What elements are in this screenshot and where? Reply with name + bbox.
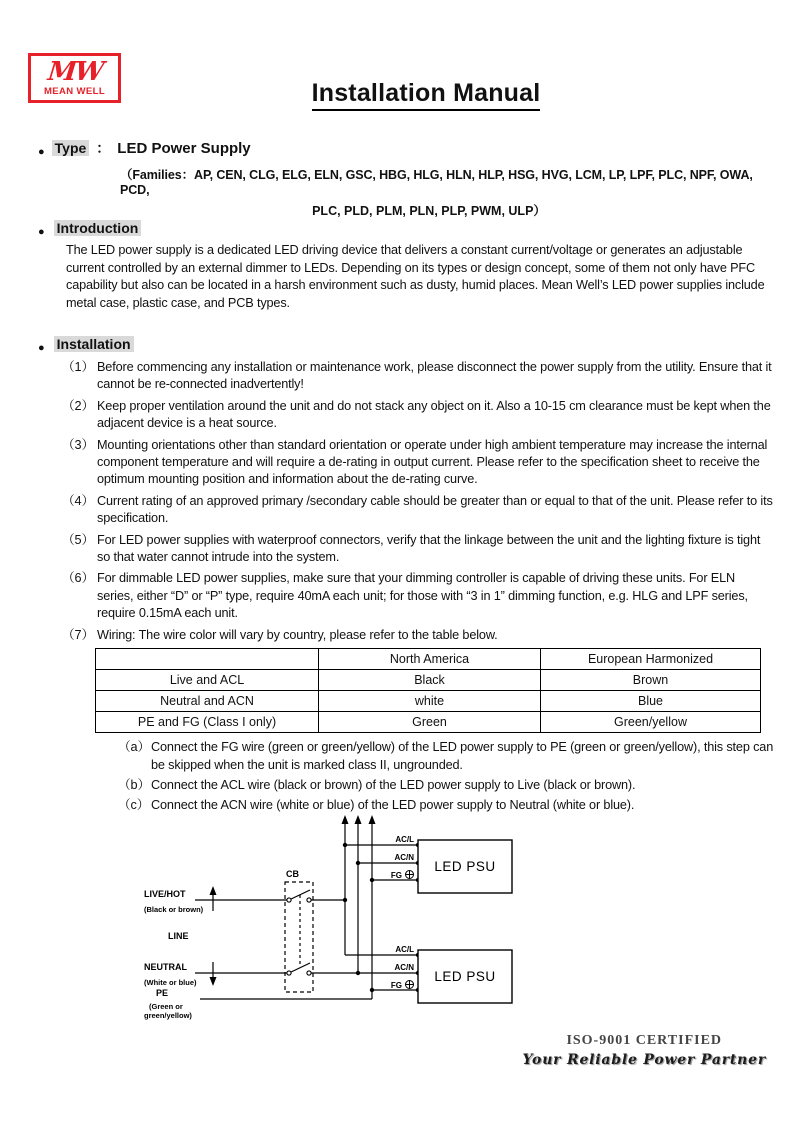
table-header-cell: North America bbox=[319, 649, 541, 670]
item-number: （5） bbox=[62, 532, 94, 547]
meanwell-logo-mw: MW bbox=[45, 57, 104, 88]
wiring-step bbox=[118, 777, 774, 794]
pe-sublabel-2: green/yellow) bbox=[144, 1011, 192, 1020]
item-number: （2） bbox=[62, 398, 94, 413]
footer bbox=[522, 1033, 766, 1068]
table-cell: Black bbox=[319, 670, 541, 691]
slogan-text: Your Reliable Power Partner bbox=[522, 1052, 766, 1068]
introduction-section bbox=[38, 220, 782, 312]
table-row bbox=[96, 691, 761, 712]
installation-item bbox=[62, 437, 774, 489]
table-cell: Green bbox=[319, 712, 541, 733]
step-text: Connect the ACL wire (black or brown) of the LED power supply to Live (black or brown). bbox=[151, 777, 636, 792]
item-text: Keep proper ventilation around the unit and do not stack any object on it. Also a 10-15 cm clearance must be kept when the adjacent device is a heat source. bbox=[97, 398, 771, 431]
item-text: Current rating of an approved primary /secondary cable should be greater than or equal to that of the unit. Please refer to its specification. bbox=[97, 493, 773, 526]
wiring-diagram bbox=[140, 812, 540, 1032]
item-number: （1） bbox=[62, 360, 94, 374]
installation-item bbox=[62, 570, 774, 622]
live-label: LIVE/HOT bbox=[144, 889, 186, 899]
table-cell: PE and FG (Class I only) bbox=[96, 712, 319, 733]
step-letter: （c） bbox=[118, 798, 150, 813]
item-text: Mounting orientations other than standard orientation or operate under high ambient temperature may increase the internal component temperature and will require a de-rating in output current. Please refer to the specification sheet to receive the optimum mounting position and information about the de-rating curve. bbox=[97, 437, 768, 487]
type-section bbox=[38, 138, 774, 219]
item-text: For LED power supplies with waterproof connectors, verify that the linkage between the unit and the lighting fixture is tight so that water cannot intrude into the system. bbox=[97, 532, 761, 565]
terminal-label-fg: FG bbox=[390, 981, 402, 990]
table-cell: Green/yellow bbox=[541, 712, 761, 733]
table-row bbox=[96, 712, 761, 733]
type-value: LED Power Supply bbox=[117, 140, 251, 157]
neutral-label: NEUTRAL bbox=[144, 962, 187, 972]
title-wrap bbox=[101, 79, 751, 111]
item-text: For dimmable LED power supplies, make sure that your dimming controller is capable of driving these units. For ELN series, either “D” or “P” type, require 40mA each unit; for those with “3 in 1” dimming function, e.g. HLG and LPF series, require 0.15mA each unit. bbox=[97, 571, 748, 621]
installation-item bbox=[62, 532, 774, 567]
bullet-icon: ● bbox=[38, 342, 45, 354]
installation-item bbox=[62, 398, 774, 433]
terminal-label-acn: AC/N bbox=[394, 853, 414, 862]
installation-section bbox=[38, 336, 782, 818]
table-cell: Blue bbox=[541, 691, 761, 712]
installation-item bbox=[62, 359, 774, 394]
installation-items bbox=[62, 359, 774, 644]
bullet-icon: ● bbox=[38, 226, 45, 238]
neutral-sublabel: (White or blue) bbox=[144, 978, 197, 987]
introduction-heading: Introduction bbox=[54, 220, 142, 236]
introduction-heading-row bbox=[38, 220, 782, 236]
step-text: Connect the FG wire (green or green/yellow) of the LED power supply to PE (green or green/yellow), this step can be skipped when the unit is marked class II, ungrounded. bbox=[151, 740, 774, 772]
item-number: （7） bbox=[62, 627, 94, 642]
item-text: Wiring: The wire color will vary by country, please refer to the table below. bbox=[97, 627, 498, 642]
item-text: Before commencing any installation or maintenance work, please disconnect the power supply from the utility. Ensure that it cannot be re-connected inadvertently! bbox=[97, 360, 772, 392]
introduction-body: The LED power supply is a dedicated LED driving device that delivers a constant current/voltage or generates an adjustable current controlled by an external dimmer to LEDs. Depending on its types or design concept, some of them not only have PFC capability but also can be located in a harsh environment such as dusty, humid places. Mean Well’s LED power supplies include metal case, plastic case, and PCB types. bbox=[66, 243, 765, 310]
bus-arrow-up-icon bbox=[342, 815, 349, 824]
families-line-1: （Families：AP, CEN, CLG, ELG, ELN, GSC, HBG, HLG, HLN, HLP, HSG, HVG, LCM, LP, LPF, PLC, NPF, OWA, PCD, bbox=[120, 168, 753, 197]
item-number: （3） bbox=[62, 437, 94, 452]
table-cell: Neutral and ACN bbox=[96, 691, 319, 712]
installation-heading: Installation bbox=[54, 336, 134, 352]
wiring-step bbox=[118, 739, 774, 774]
installation-item bbox=[62, 627, 774, 644]
live-arrow-up-icon bbox=[210, 886, 217, 895]
installation-heading-row bbox=[38, 336, 782, 352]
step-letter: （a） bbox=[118, 740, 150, 755]
page-title: Installation Manual bbox=[312, 79, 541, 111]
type-line bbox=[38, 138, 774, 158]
ground-symbol bbox=[406, 981, 414, 989]
terminal-label-acn: AC/N bbox=[394, 963, 414, 972]
table-header-cell: European Harmonized bbox=[541, 649, 761, 670]
bus-arrow-up-icon bbox=[355, 815, 362, 824]
live-sublabel: (Black or brown) bbox=[144, 905, 204, 914]
iso-certified-text: ISO-9001 CERTIFIED bbox=[566, 1033, 723, 1048]
table-cell: Live and ACL bbox=[96, 670, 319, 691]
terminal-label-acl: AC/L bbox=[395, 945, 414, 954]
item-number: （6） bbox=[62, 571, 94, 586]
table-cell: white bbox=[319, 691, 541, 712]
item-number: （4） bbox=[62, 493, 94, 508]
table-cell: Brown bbox=[541, 670, 761, 691]
wiring-diagram-svg bbox=[140, 812, 540, 1032]
ground-symbol bbox=[406, 871, 414, 879]
pe-sublabel-1: (Green or bbox=[149, 1002, 183, 1011]
table-row bbox=[96, 670, 761, 691]
wiring-steps bbox=[118, 739, 774, 815]
installation-item bbox=[62, 493, 774, 528]
type-colon: ： bbox=[96, 140, 111, 156]
breaker-contacts bbox=[287, 898, 311, 975]
families-line-2: PLC, PLD, PLM, PLN, PLP, PWM, ULP） bbox=[312, 204, 546, 218]
bus-arrow-up-icon bbox=[369, 815, 376, 824]
led-psu-label-1: LED PSU bbox=[434, 859, 496, 874]
table-header-row bbox=[96, 649, 761, 670]
table-header-cell bbox=[96, 649, 319, 670]
terminal-label-acl: AC/L bbox=[395, 835, 414, 844]
led-psu-label-2: LED PSU bbox=[434, 969, 496, 984]
bullet-icon: ● bbox=[38, 146, 45, 158]
pe-label: PE bbox=[156, 988, 169, 998]
cb-label: CB bbox=[286, 869, 299, 879]
meanwell-logo-name: MEAN WELL bbox=[43, 86, 106, 98]
wire-color-table bbox=[95, 648, 761, 733]
step-letter: （b） bbox=[118, 777, 150, 792]
step-text: Connect the ACN wire (white or blue) of the LED power supply to Neutral (white or blue). bbox=[151, 798, 635, 813]
line-label: LINE bbox=[168, 931, 189, 941]
terminal-label-fg: FG bbox=[390, 871, 402, 880]
neutral-arrow-down-icon bbox=[210, 977, 217, 986]
type-heading: Type bbox=[52, 140, 90, 156]
